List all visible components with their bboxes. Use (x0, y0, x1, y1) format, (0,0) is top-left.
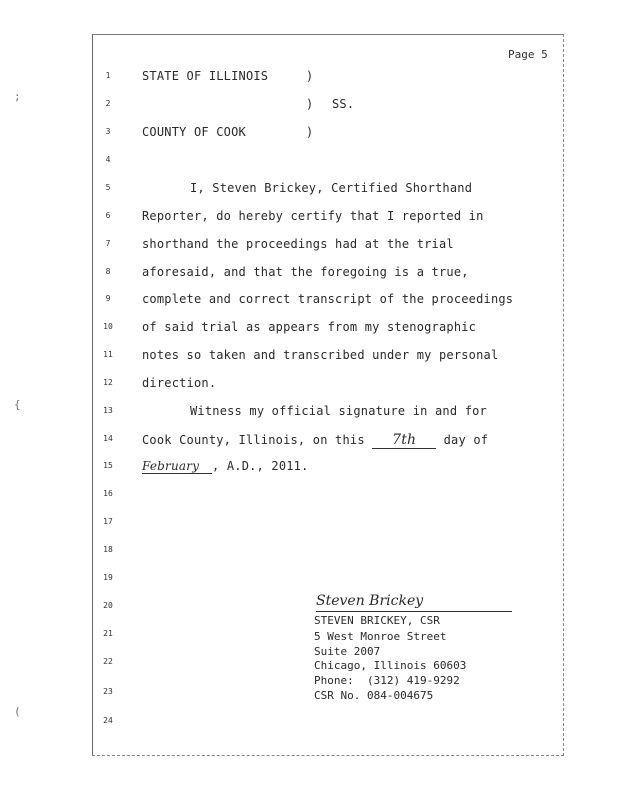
day-blank: 7th (372, 432, 436, 449)
page-number: Page 5 (508, 48, 548, 61)
line-number: 14 (103, 434, 113, 443)
body-line: complete and correct transcript of the proceedings (142, 292, 514, 306)
line-number: 24 (103, 716, 113, 725)
caption-paren: ) (306, 125, 314, 139)
date-text: Cook County, Illinois, on this (142, 433, 365, 447)
body-line: shorthand the proceedings had at the trial (142, 237, 454, 251)
line-number: 22 (103, 657, 113, 666)
reporter-name: STEVEN BRICKEY, CSR (314, 614, 440, 627)
line-number: 15 (103, 461, 113, 470)
scan-mark: ( (14, 705, 21, 718)
line-number: 17 (103, 517, 113, 526)
body-line: notes so taken and transcribed under my personal (142, 348, 499, 362)
line-number: 16 (103, 489, 113, 498)
line-number: 8 (105, 267, 111, 276)
caption-ss: SS. (332, 97, 355, 111)
line-number: 6 (105, 211, 111, 220)
line-number: 2 (105, 99, 111, 108)
month-blank: February (142, 459, 212, 474)
caption-state: STATE OF ILLINOIS (142, 69, 269, 83)
reporter-phone: Phone: (312) 419-9292 (314, 674, 460, 687)
scan-mark: ; (14, 90, 21, 103)
caption-paren: ) (306, 97, 314, 111)
line-number: 20 (103, 601, 113, 610)
line-number: 11 (103, 350, 113, 359)
body-line: aforesaid, and that the foregoing is a true, (142, 265, 469, 279)
body-line: Reporter, do hereby certify that I reported in (142, 209, 484, 223)
line-number: 13 (103, 406, 113, 415)
scan-mark: { (14, 398, 21, 411)
body-line: direction. (142, 376, 217, 390)
line-number: 18 (103, 545, 113, 554)
caption-paren: ) (306, 69, 314, 83)
body-line-month (142, 459, 309, 474)
line-number: 12 (103, 378, 113, 387)
line-number: 4 (105, 155, 111, 164)
line-number: 3 (105, 127, 111, 136)
reporter-csr: CSR No. 084-004675 (314, 689, 434, 702)
reporter-city: Chicago, Illinois 60603 (314, 659, 467, 672)
reporter-address: 5 West Monroe Street (314, 630, 447, 643)
handwritten-signature: Steven Brickey (316, 593, 512, 612)
line-number: 19 (103, 573, 113, 582)
body-line: I, Steven Brickey, Certified Shorthand (190, 181, 473, 195)
caption-county: COUNTY OF COOK (142, 125, 246, 139)
line-number: 9 (105, 294, 111, 303)
line-number: 7 (105, 239, 111, 248)
date-text: day of (443, 433, 489, 447)
line-number: 5 (105, 183, 111, 192)
year-text: , A.D., 2011. (212, 459, 309, 473)
line-number: 21 (103, 629, 113, 638)
body-line: of said trial as appears from my stenographic (142, 320, 477, 334)
body-line-date (142, 432, 488, 449)
line-number: 10 (103, 322, 113, 331)
reporter-suite: Suite 2007 (314, 645, 381, 658)
line-number: 23 (103, 687, 113, 696)
body-line: Witness my official signature in and for (190, 404, 487, 418)
line-number: 1 (105, 71, 111, 80)
